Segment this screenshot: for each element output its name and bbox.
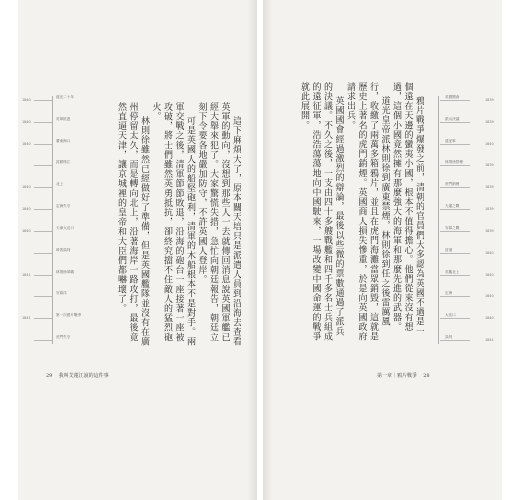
left-note-year: 1840 (22, 207, 31, 212)
right-paragraph: 道光皇帝派林則徐到廣東禁煙，林則徐到任之後雷厲風行，收繳了兩萬多箱鴉片，並且在虎門海灘當眾銷毀，這就是歷史上著名的虎門銷煙。英國商人損失慘重，於是向英國政府請求出兵。 (345, 82, 390, 342)
right-note-year: 1840 (485, 294, 494, 299)
right-note-leader (440, 296, 470, 297)
right-paragraph: 英國國會經過激烈的辯論，最後以些微的票數通過了派兵的決議。不久之後，一支由四十多艘戰艦和四千多名士兵組成的遠征軍，浩浩蕩蕩地向中國駛來，一場改變中國命運的戰爭就此展開。 (299, 82, 344, 342)
right-note-year: 1839 (485, 163, 494, 168)
left-note-leader (34, 340, 52, 341)
right-note-label: 派兵決議 (445, 116, 460, 121)
left-note-leader (34, 209, 52, 210)
left-note-leader (34, 122, 52, 123)
left-note-leader (34, 144, 52, 145)
left-note-year: 1840 (22, 119, 31, 124)
right-running-title: 第一章｜鴉片戰爭 (377, 373, 418, 379)
left-paragraph: 這下麻煩大了，原本關天培只是派遣人員到沿海去查看英軍的動向，沒想到那些人一去就傳回消息說英國軍艦已經大舉來犯了。大家驚慌失措，急忙向朝廷報告，朝廷立刻下令要各地嚴加防守，不許英國人登岸。 (196, 102, 241, 346)
left-note-leader (34, 100, 52, 101)
left-paragraph: 可是英國人的船堅砲利，清軍的木船根本不是對手。兩軍交戰之後，清軍節節敗退，沿海的砲台一座接著一座被攻破，將士們雖然英勇抵抗，卻終究擋不住敵人的猛烈砲火。 (150, 102, 195, 346)
left-note-label: 道光二十年 (56, 95, 74, 99)
right-note-label: 大沽口 (445, 313, 456, 318)
right-note-leader (440, 318, 470, 319)
left-note-label: 英軍抵達 (56, 116, 71, 121)
right-note-leader (440, 144, 470, 145)
left-body-text (86, 102, 241, 350)
left-note-label: 虎門失守 (56, 335, 71, 339)
left-note-leader (34, 231, 52, 232)
left-note-label: 第一次鴉片戰爭 (56, 313, 82, 318)
left-note-year: 1840 (22, 98, 31, 102)
left-note-label: 封鎖珠江 (56, 160, 71, 165)
right-note-leader (440, 187, 470, 188)
left-note-leader (34, 296, 52, 297)
left-paragraph: 林則徐雖然已經做好了準備，但是英國艦隊並沒有在廣州停留太久，而是轉向北上，沿著海岸一路攻打，最後竟然直逼天津，讓京城裡的皇帝和大臣們都嚇壞了。 (116, 102, 149, 346)
left-note-label: 穿鼻洋 (56, 291, 67, 296)
right-note-label: 遠征軍 (445, 138, 456, 143)
left-running-title: 我叫艾蓮江說的這件事 (58, 373, 109, 379)
left-note-year: 1840 (22, 185, 31, 190)
left-note-year: 1840 (22, 228, 31, 233)
right-page-number: 28 (423, 373, 430, 379)
left-note-year: 1841 (22, 316, 31, 321)
right-note-leader (440, 122, 470, 123)
left-note-leader (34, 253, 52, 254)
right-body-text (274, 82, 424, 344)
left-note-label: 天津大沽口 (56, 225, 74, 230)
left-note-label: 北上 (56, 182, 64, 187)
left-note-leader (34, 187, 52, 188)
right-note-label: 英國國會 (445, 95, 460, 99)
right-note-label: 虎門銷煙 (445, 182, 460, 187)
left-note-rule (52, 96, 53, 344)
right-note-label: 九龍之戰 (445, 204, 460, 209)
left-footer (46, 372, 109, 379)
left-note-year: 1840 (22, 141, 31, 146)
left-note-label: 廣東海口 (56, 138, 71, 143)
left-note-leader (34, 318, 52, 319)
right-note-label: 談判 (445, 335, 453, 339)
left-note-leader (34, 275, 52, 276)
right-note-leader (440, 100, 470, 101)
right-note-leader (440, 275, 470, 276)
gutter-shadow-right (263, 0, 273, 500)
right-note-year: 1839 (485, 207, 494, 212)
right-note-year: 1840 (485, 316, 494, 321)
right-note-year: 1839 (485, 119, 494, 124)
right-note-rule (438, 96, 439, 344)
right-note-year: 1839 (485, 228, 494, 233)
left-note-year: 1841 (22, 272, 31, 277)
right-note-year: 1840 (485, 250, 494, 255)
left-note-label: 林則徐革職 (56, 269, 74, 274)
right-note-leader (440, 253, 470, 254)
right-note-label: 定海 (445, 291, 453, 296)
right-note-leader (440, 340, 470, 341)
left-note-label: 定海失守 (56, 204, 71, 209)
right-note-year: 1841 (485, 338, 494, 342)
right-note-label: 穿鼻之戰 (445, 225, 460, 230)
left-note-label: 琦善談判 (56, 247, 71, 252)
right-paragraph: 鴉片戰爭爆發之前，清朝的官員們大多認為英國不過是一個遠在天邊的蠻夷小國，根本不值得擔心。他們從來沒有想過，這個小國竟然擁有那麼強大的海軍和那麼先進的武器。 (391, 82, 424, 336)
right-note-leader (440, 231, 470, 232)
right-note-year: 1840 (485, 272, 494, 277)
gutter-shadow-left (247, 0, 257, 500)
right-note-leader (440, 165, 470, 166)
right-note-label: 封港 (445, 247, 453, 252)
right-note-year: 1840 (485, 141, 494, 146)
right-note-year: 1839 (485, 98, 494, 102)
right-note-leader (440, 209, 470, 210)
left-page-number: 29 (46, 373, 53, 379)
right-note-label: 林則徐禁煙 (445, 160, 463, 165)
right-note-label: 英艦北上 (445, 269, 460, 274)
left-note-leader (34, 165, 52, 166)
right-note-year: 1839 (485, 185, 494, 190)
right-footer (377, 372, 430, 379)
